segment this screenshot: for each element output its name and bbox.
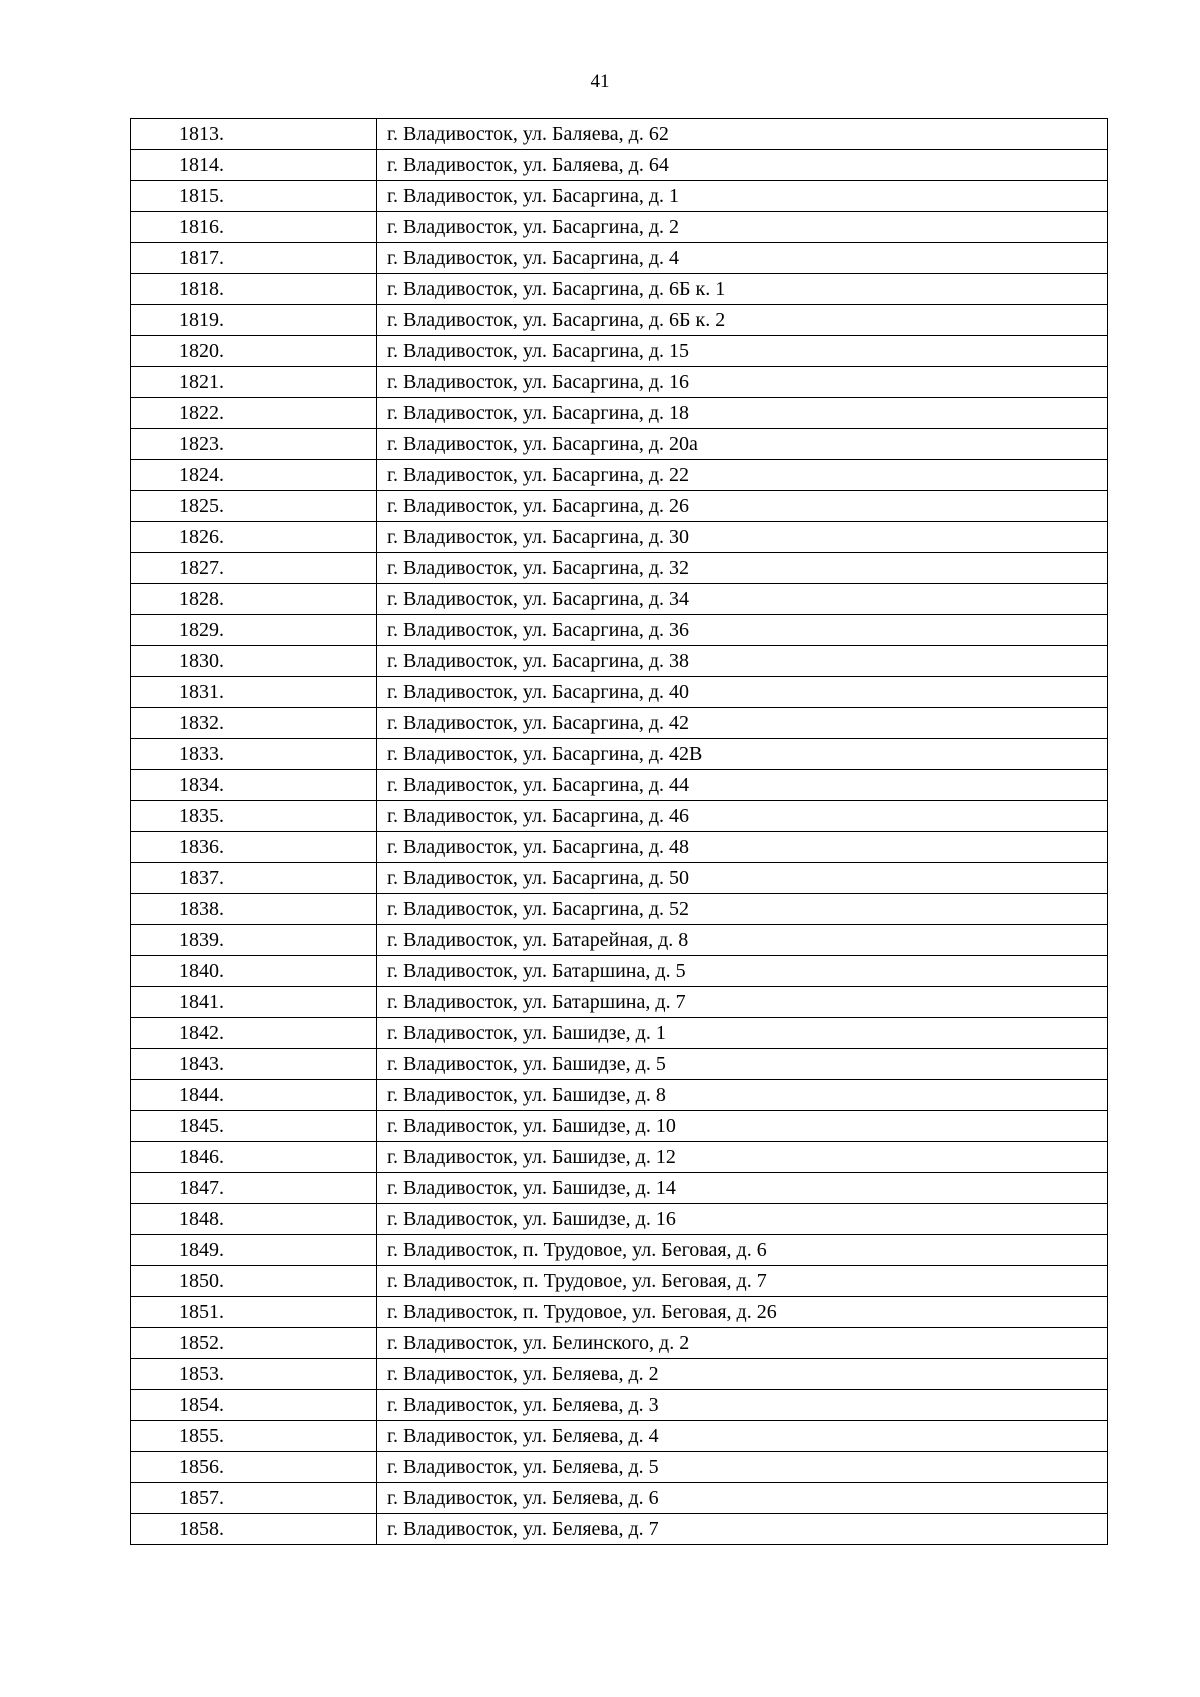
table-row [131,212,1108,243]
row-number: 1835. [131,801,377,832]
row-address: г. Владивосток, ул. Басаргина, д. 20а [377,429,1108,460]
row-number: 1816. [131,212,377,243]
table-row [131,1483,1108,1514]
row-address: г. Владивосток, ул. Басаргина, д. 48 [377,832,1108,863]
row-address: г. Владивосток, ул. Баляева, д. 62 [377,119,1108,150]
row-number: 1828. [131,584,377,615]
table-row [131,522,1108,553]
row-number: 1841. [131,987,377,1018]
row-address: г. Владивосток, ул. Басаргина, д. 38 [377,646,1108,677]
row-address: г. Владивосток, ул. Беляева, д. 4 [377,1421,1108,1452]
table-row [131,1390,1108,1421]
row-number: 1824. [131,460,377,491]
row-number: 1832. [131,708,377,739]
row-number: 1825. [131,491,377,522]
row-number: 1850. [131,1266,377,1297]
row-address: г. Владивосток, ул. Басаргина, д. 15 [377,336,1108,367]
row-address: г. Владивосток, п. Трудовое, ул. Беговая, д. 7 [377,1266,1108,1297]
row-number: 1820. [131,336,377,367]
row-address: г. Владивосток, ул. Батарейная, д. 8 [377,925,1108,956]
row-number: 1826. [131,522,377,553]
row-number: 1843. [131,1049,377,1080]
table-row [131,925,1108,956]
row-address: г. Владивосток, ул. Басаргина, д. 1 [377,181,1108,212]
table-row [131,305,1108,336]
table-row [131,460,1108,491]
table-row [131,894,1108,925]
table-row [131,739,1108,770]
table-row [131,336,1108,367]
table-row [131,1514,1108,1545]
table-row [131,956,1108,987]
table-row [131,832,1108,863]
row-address: г. Владивосток, ул. Батаршина, д. 7 [377,987,1108,1018]
row-number: 1855. [131,1421,377,1452]
table-row [131,367,1108,398]
row-number: 1823. [131,429,377,460]
row-address: г. Владивосток, п. Трудовое, ул. Беговая, д. 26 [377,1297,1108,1328]
row-number: 1846. [131,1142,377,1173]
row-number: 1856. [131,1452,377,1483]
row-number: 1836. [131,832,377,863]
row-address: г. Владивосток, ул. Басаргина, д. 36 [377,615,1108,646]
table-row [131,491,1108,522]
row-number: 1854. [131,1390,377,1421]
row-address: г. Владивосток, п. Трудовое, ул. Беговая, д. 6 [377,1235,1108,1266]
row-address: г. Владивосток, ул. Беляева, д. 6 [377,1483,1108,1514]
row-number: 1847. [131,1173,377,1204]
row-number: 1845. [131,1111,377,1142]
row-address: г. Владивосток, ул. Беляева, д. 5 [377,1452,1108,1483]
row-address: г. Владивосток, ул. Басаргина, д. 4 [377,243,1108,274]
row-number: 1822. [131,398,377,429]
row-number: 1848. [131,1204,377,1235]
row-number: 1837. [131,863,377,894]
row-number: 1851. [131,1297,377,1328]
table-row [131,398,1108,429]
row-address: г. Владивосток, ул. Басаргина, д. 6Б к. 1 [377,274,1108,305]
row-address: г. Владивосток, ул. Басаргина, д. 16 [377,367,1108,398]
row-address: г. Владивосток, ул. Башидзе, д. 16 [377,1204,1108,1235]
row-address: г. Владивосток, ул. Басаргина, д. 32 [377,553,1108,584]
table-row [131,1421,1108,1452]
table-row [131,987,1108,1018]
row-address: г. Владивосток, ул. Батаршина, д. 5 [377,956,1108,987]
table-row [131,1018,1108,1049]
row-address: г. Владивосток, ул. Беляева, д. 7 [377,1514,1108,1545]
row-number: 1840. [131,956,377,987]
row-number: 1838. [131,894,377,925]
row-address: г. Владивосток, ул. Башидзе, д. 12 [377,1142,1108,1173]
row-address: г. Владивосток, ул. Басаргина, д. 30 [377,522,1108,553]
table-row [131,1359,1108,1390]
row-address: г. Владивосток, ул. Беляева, д. 3 [377,1390,1108,1421]
row-number: 1818. [131,274,377,305]
row-number: 1858. [131,1514,377,1545]
row-number: 1852. [131,1328,377,1359]
row-address: г. Владивосток, ул. Басаргина, д. 22 [377,460,1108,491]
row-address: г. Владивосток, ул. Башидзе, д. 14 [377,1173,1108,1204]
row-address: г. Владивосток, ул. Башидзе, д. 8 [377,1080,1108,1111]
table-row [131,1111,1108,1142]
row-address: г. Владивосток, ул. Басаргина, д. 52 [377,894,1108,925]
table-row [131,1297,1108,1328]
table-row [131,646,1108,677]
row-address: г. Владивосток, ул. Басаргина, д. 42 [377,708,1108,739]
row-address: г. Владивосток, ул. Белинского, д. 2 [377,1328,1108,1359]
table-row [131,677,1108,708]
row-number: 1813. [131,119,377,150]
row-number: 1819. [131,305,377,336]
page-number: 41 [590,71,610,92]
table-row [131,181,1108,212]
row-address: г. Владивосток, ул. Беляева, д. 2 [377,1359,1108,1390]
table-row [131,1142,1108,1173]
table-row [131,1080,1108,1111]
row-number: 1842. [131,1018,377,1049]
table-row [131,615,1108,646]
table-row [131,584,1108,615]
row-number: 1844. [131,1080,377,1111]
table-row [131,1328,1108,1359]
row-address: г. Владивосток, ул. Басаргина, д. 2 [377,212,1108,243]
row-address: г. Владивосток, ул. Баляева, д. 64 [377,150,1108,181]
table-row [131,1266,1108,1297]
row-number: 1857. [131,1483,377,1514]
table-row [131,1204,1108,1235]
row-address: г. Владивосток, ул. Басаргина, д. 40 [377,677,1108,708]
table-row [131,1452,1108,1483]
table-row [131,1173,1108,1204]
row-address: г. Владивосток, ул. Басаргина, д. 50 [377,863,1108,894]
table-row [131,119,1108,150]
table-row [131,243,1108,274]
row-number: 1815. [131,181,377,212]
row-number: 1817. [131,243,377,274]
row-address: г. Владивосток, ул. Басаргина, д. 34 [377,584,1108,615]
row-address: г. Владивосток, ул. Башидзе, д. 1 [377,1018,1108,1049]
table-row [131,150,1108,181]
row-number: 1839. [131,925,377,956]
table-row [131,863,1108,894]
row-number: 1849. [131,1235,377,1266]
row-address: г. Владивосток, ул. Басаргина, д. 42В [377,739,1108,770]
table-row [131,1235,1108,1266]
row-address: г. Владивосток, ул. Басаргина, д. 46 [377,801,1108,832]
row-number: 1831. [131,677,377,708]
table-row [131,1049,1108,1080]
row-address: г. Владивосток, ул. Басаргина, д. 6Б к. 2 [377,305,1108,336]
table-row [131,429,1108,460]
table-row [131,708,1108,739]
row-address: г. Владивосток, ул. Басаргина, д. 26 [377,491,1108,522]
table-row [131,553,1108,584]
row-address: г. Владивосток, ул. Башидзе, д. 10 [377,1111,1108,1142]
row-number: 1829. [131,615,377,646]
row-number: 1833. [131,739,377,770]
row-address: г. Владивосток, ул. Басаргина, д. 18 [377,398,1108,429]
table-row [131,801,1108,832]
row-number: 1814. [131,150,377,181]
address-table [130,118,1108,1545]
row-number: 1827. [131,553,377,584]
row-address: г. Владивосток, ул. Басаргина, д. 44 [377,770,1108,801]
row-address: г. Владивосток, ул. Башидзе, д. 5 [377,1049,1108,1080]
row-number: 1834. [131,770,377,801]
row-number: 1830. [131,646,377,677]
row-number: 1853. [131,1359,377,1390]
row-number: 1821. [131,367,377,398]
address-table-body [131,119,1108,1545]
table-row [131,770,1108,801]
table-row [131,274,1108,305]
